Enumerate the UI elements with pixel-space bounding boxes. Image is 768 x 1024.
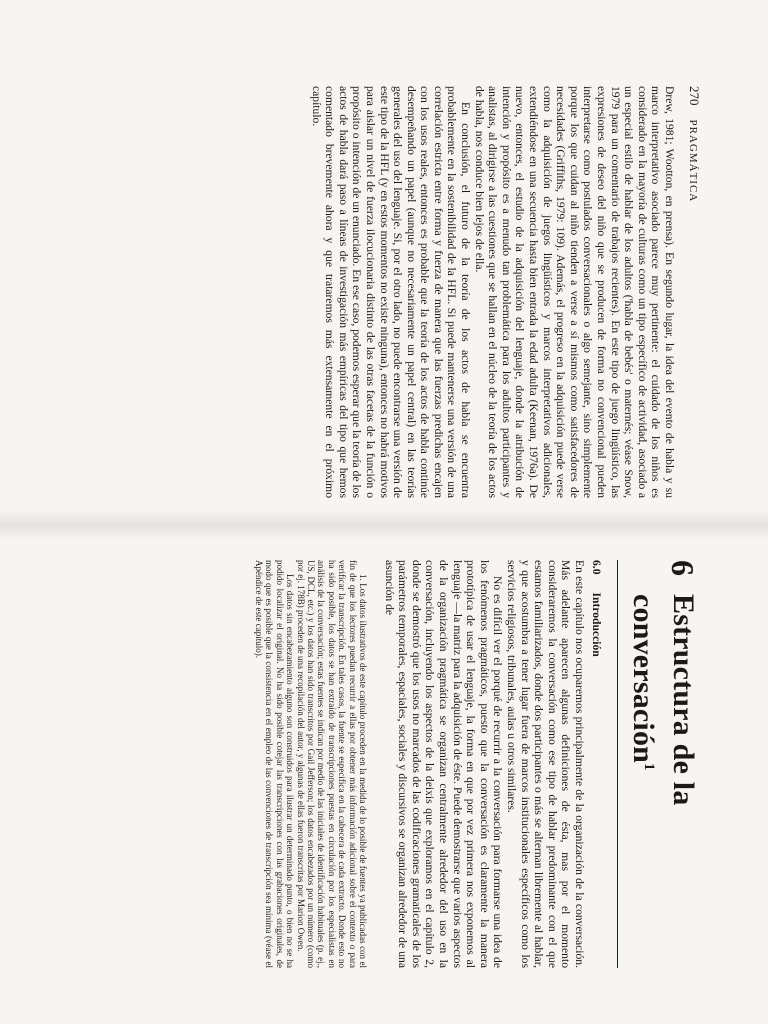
running-head-title: PRAGMÁTICA bbox=[687, 119, 699, 203]
footnote-marker: 1 bbox=[641, 763, 657, 771]
chapter-rule bbox=[617, 560, 618, 968]
left-page bbox=[309, 86, 702, 498]
page-number: 270 bbox=[687, 86, 702, 106]
footnote: Los datos sin encabezamiento alguno son construidos para ilustrar un determinado punto, o bien no se ha podido localizar el original. No ha sido posible cotejar las transcripciones con las grabaciones originales, de modo que es posible que la consistencia en el empleo de las convenciones de transcripción sea mínima (véase el Apéndice de este capítulo). bbox=[254, 560, 296, 968]
book-gutter bbox=[0, 510, 768, 540]
chapter-number: 6 bbox=[665, 560, 701, 576]
chapter-title-text: Estructura de la conversación bbox=[627, 594, 700, 806]
body-paragraph: Drew, 1981; Wootton, en prensa). En segundo lugar, la idea del evento de habla y su marco interpretativo asociado parece muy pertinente: el cuidado de los niños es considerado en la mayoría de culturas como un tipo específico de actividad, asociado a un especial estilo de hablar de los adultos ('habla de bebés' o maternés; véase Snow, 1979 para un comentario de trabajos recientes). En este tipo de juego lingüístico, las expresiones de deseo del niño que se producen de forma no convencional pueden interpretarse como postulados conversacionales o algo semejante, sino simplemente porque los que cuidan al niño tienden a verse a sí mismos como satisfacedores de necesidades (Griffiths, 1979: 109). Además, el progreso en la adquisición puede verse como la adquisición de juegos lingüísticos y marcos interpretativos adicionales, extendiéndose en una secuencia hasta bien entrada la edad adulta (Keenan, 1976a). De nuevo, entonces, el estudio de la adquisición del lenguaje, donde la atribución de intención y propósito es a menudo tan problemática para los adultos participantes y analistas, al dirigirse a las cuestiones que se hallan en el núcleo de la teoría de los actos de habla, nos conduce bien lejos de ella. bbox=[472, 86, 676, 498]
body-paragraph: En conclusión, el futuro de la teoría de los actos de habla se encuentra probablemente en la sostenibilidad de la HFL. Si puede mantenerse una versión de una correlación estricta entre forma y fuerza de manera que las fuerzas predichas encajen con los usos reales, entonces es probable que la teoría de los actos de habla continúe desempeñando un papel (aunque no necesariamente un papel central) en las teorías generales del uso del lenguaje. Si, por el otro lado, no puede encontrarse una versión de este tipo de la HFL (y en estos momentos no existe ninguna), entonces no habrá motivos para aislar un nivel de fuerza ilocucionaria distinto de las otras facetas de la función o propósito o intención de un enunciado. En ese caso, podemos esperar que la teoría de los actos de habla dará paso a líneas de investigación más empíricas del tipo que hemos comentado brevemente ahora y que trataremos más extensamente en el próximo capítulo. bbox=[309, 86, 473, 498]
right-page bbox=[254, 560, 702, 968]
body-paragraph: No es difícil ver el porqué de recurrir a la conversación para formarse una idea de los fenómenos pragmáticos, puesto que la conversación es claramente la manera prototípica de usar el lenguaje, la forma en que por vez primera nos exponemos al lenguaje —la matriz para la adquisición de éste. Puede demostrarse que varios aspectos de la organización pragmática se organizan centralmente alrededor del uso en la conversación, incluyendo los aspectos de la deixis que exploramos en el capítulo 2, donde se demostró que los usos no marcados de las codificaciones gramaticales de los parámetros temporales, espaciales, sociales y discursivos se organizan alrededor de una asunción de bbox=[382, 560, 505, 968]
section-heading bbox=[590, 560, 603, 968]
footnotes bbox=[254, 560, 368, 968]
body-paragraph: En este capítulo nos ocuparemos principalmente de la organización de la conversación. Más adelante aparecen algunas definiciones de ésta, mas por el momento consideraremos la conversación como ese tipo de hablar predominante con el que estamos familiarizados, donde dos participantes o más se alternan libremente al hablar, y que acostumbra a tener lugar fuera de marcos institucionales específicos como los servicios religiosos, tribunales, aulas u otros similares. bbox=[505, 560, 586, 968]
chapter-heading bbox=[626, 560, 700, 968]
section-number: 6.0 bbox=[590, 560, 603, 575]
footnote: 1. Los datos ilustrativos de este capítulo proceden en la medida de lo posible de fuentes ya publicadas con el fin de que los lectores puedan recurrir a ellas por obtener más información adicional sobre el contexto o para verificar la transcripción. En tales casos, la fuente se especifica en la cabecera de cada extracto. Donde esto no ha sido posible, los datos se han extraído de transcripciones puestas en circulación por los especialistas en análisis de la conversación; estas fuentes se indican por medio de las iniciales de identificación habituales (p. ej., US, DCL, etc.) y los datos han sido transcritos por Gail Jefferson; los datos encabezados por un número (como por ej. 178B) proceden de una recopilación del autor, y algunas de ellas fueron transcritas por Marion Owen. bbox=[295, 560, 369, 968]
running-head bbox=[686, 86, 702, 498]
chapter-title bbox=[626, 594, 700, 968]
section-title: Introducción bbox=[590, 592, 603, 657]
